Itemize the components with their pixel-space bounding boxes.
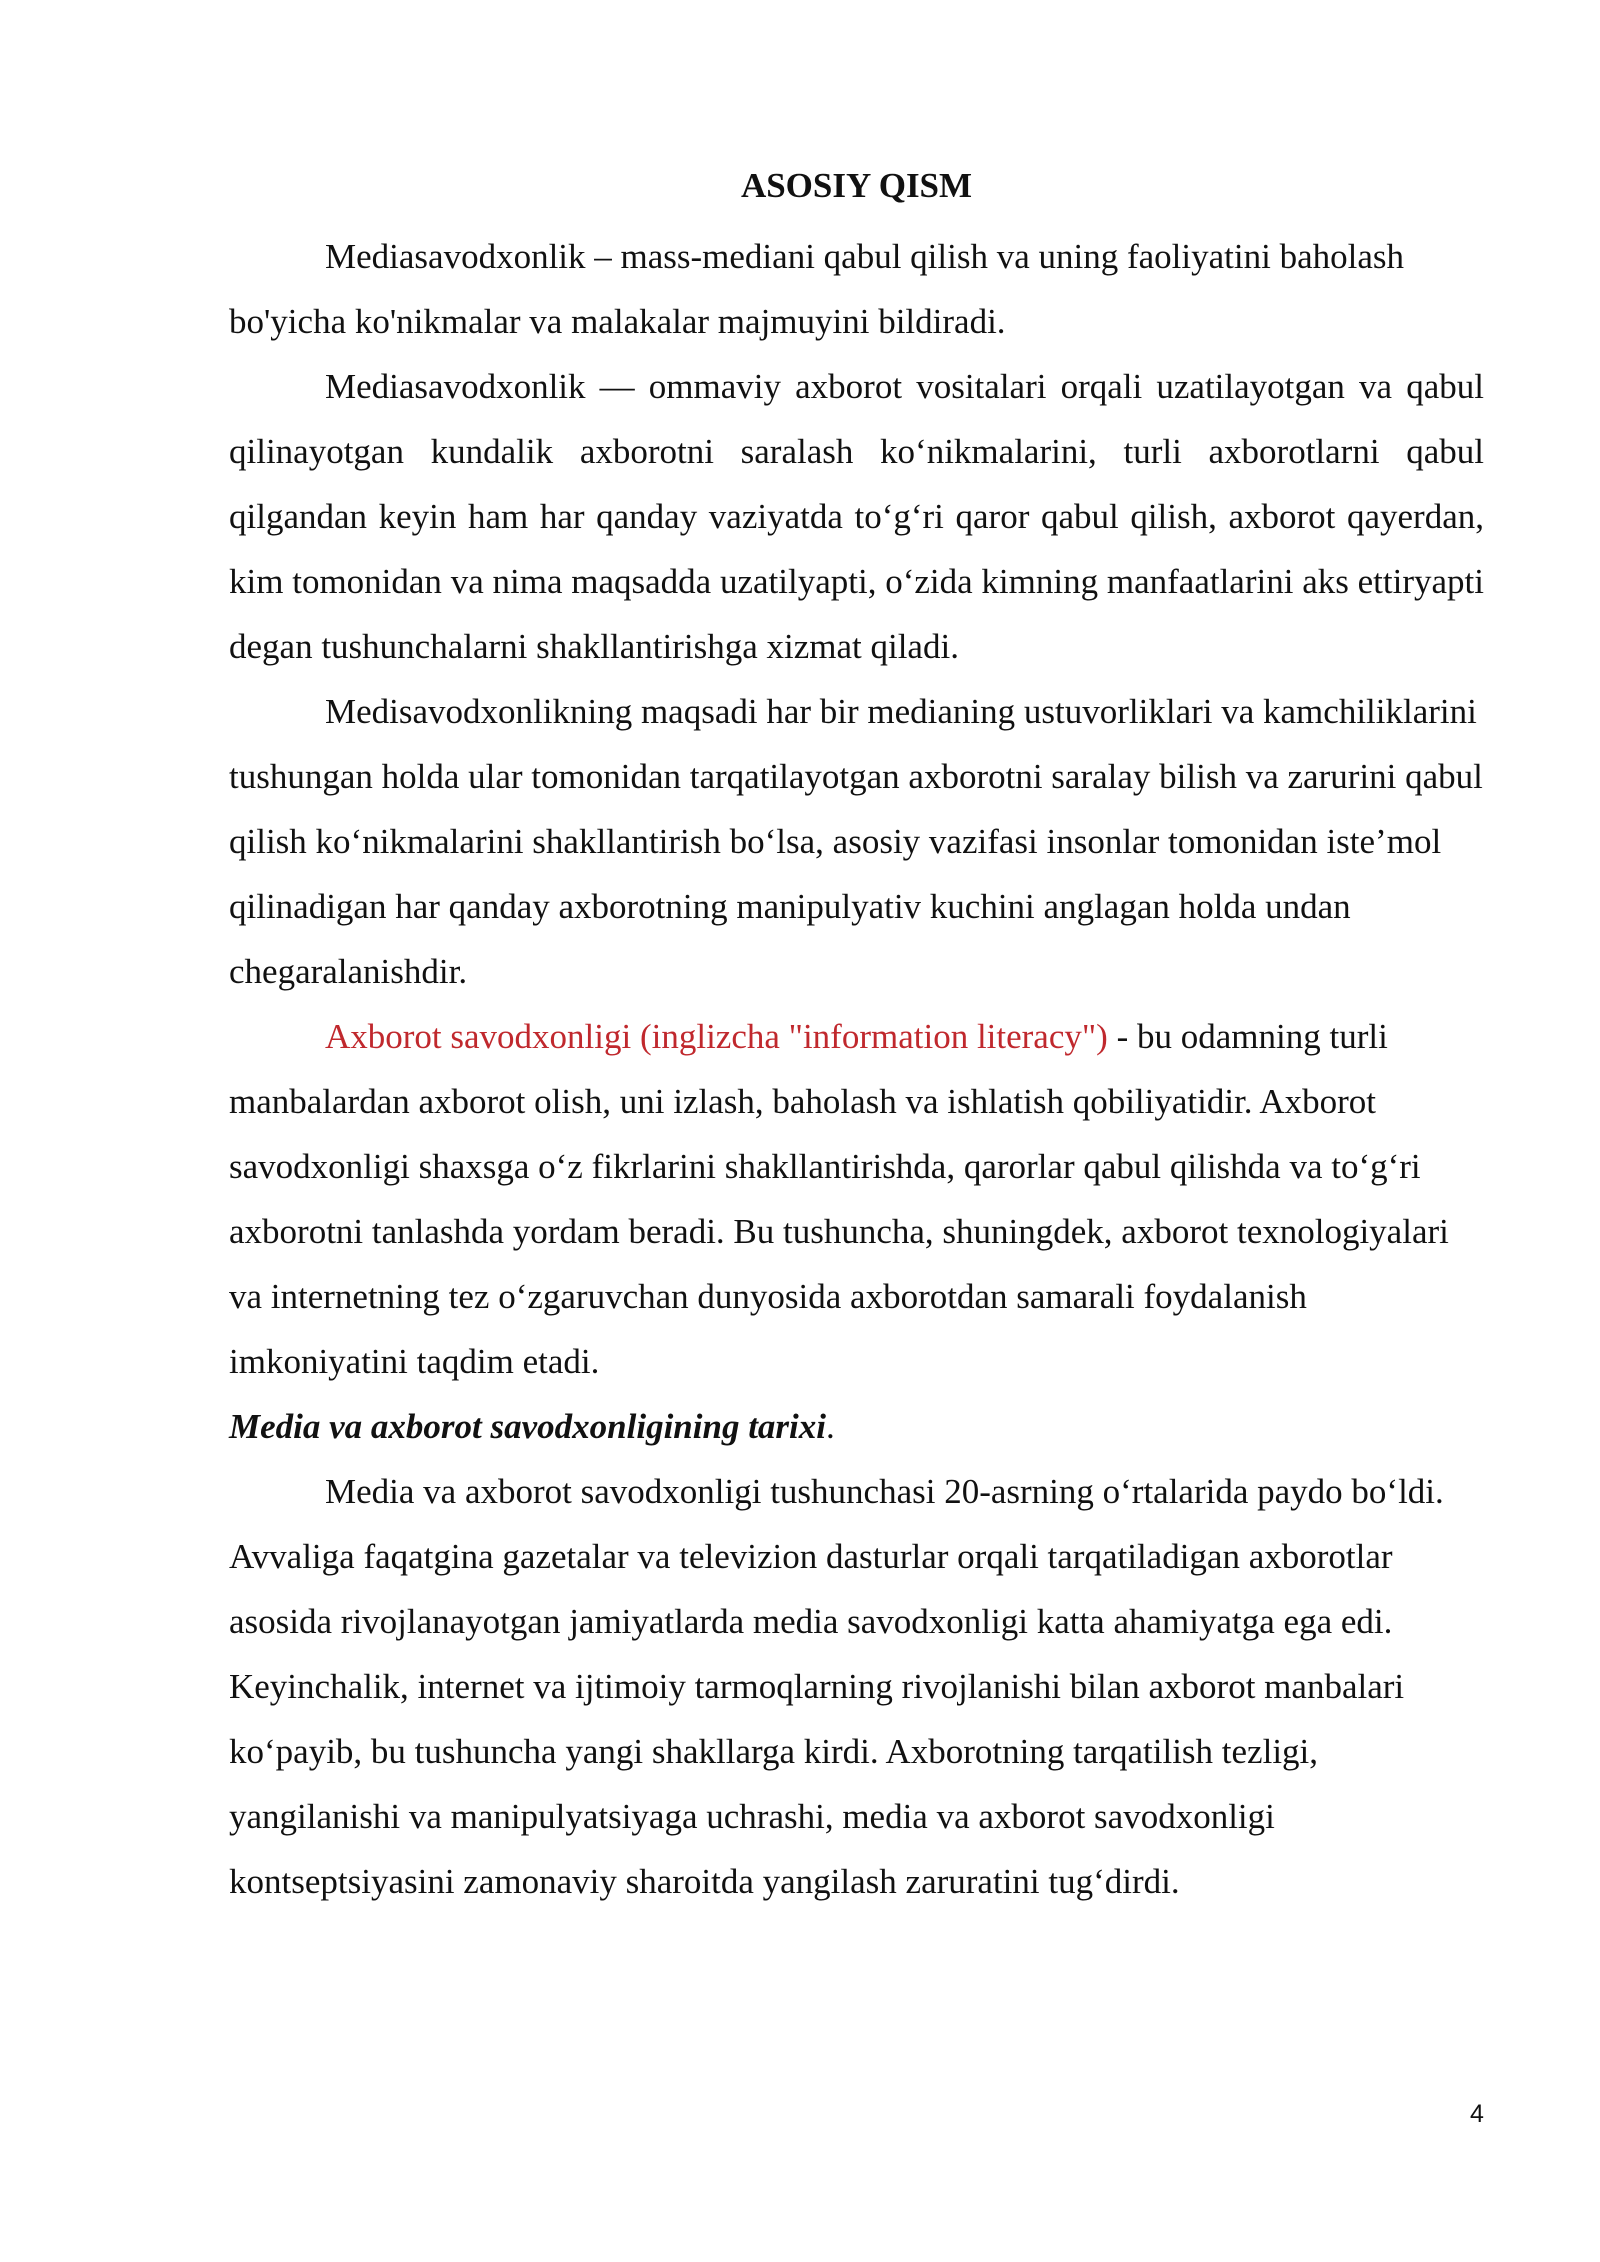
paragraph-media-literacy-goal: Medisavodxonlikning maqsadi har bir medianing ustuvorliklari va kamchiliklarini tushungan holda ular tomonidan tarqatilayotgan axborotni saralay bilish va zarurini qabul qilish ko‘nikmalarini shakllantirish bo‘lsa, asosiy vazifasi insonlar tomonidan iste’mol qilinadigan har qanday axborotning manipulyativ kuchini anglagan holda undan chegaralanishdir. (229, 692, 1483, 991)
paragraph-mediasavodxonlik-description: Mediasavodxonlik — ommaviy axborot vositalari orqali uzatilayotgan va qabul qilinayotgan kundalik axborotni saralash ko‘nikmalarini, turli axborotlarni qabul qilgandan keyin ham har qanday vaziyatda to‘g‘ri qaror qabul qilish, axborot qayerdan, kim tomonidan va nima maqsadda uzatilyapti, o‘zida kimning manfaatlarini aks ettiryapti degan tushunchalarni shakllantirishga xizmat qiladi. (229, 367, 1484, 666)
paragraph-information-literacy (229, 1004, 1484, 1394)
paragraph-mediasavodxonlik-definition: Mediasavodxonlik – mass-mediani qabul qilish va uning faoliyatini baholash bo'yicha ko'nikmalar va malakalar majmuyini bildiradi. (229, 237, 1404, 341)
subheading-history-period: . (826, 1407, 835, 1446)
subheading-history-text: Media va axborot savodxonligining tarixi (229, 1407, 826, 1446)
section-heading: ASOSIY QISM (740, 166, 973, 205)
information-literacy-text: - bu odamning turli manbalardan axborot olish, uni izlash, baholash va ishlatish qobiliyatidir. Axborot savodxonligi shaxsga o‘z fikrlarini shakllantirishda, qarorlar qabul qilishda va to‘g‘ri axborotni tanlashda yordam beradi. Bu tushuncha, shuningdek, axborot texnologiyalari va internetning tez o‘zgaruvchan dunyosida axborotdan samarali foydalanish imkoniyatini taqdim etadi. (229, 1017, 1449, 1381)
paragraph-history: Media va axborot savodxonligi tushunchasi 20-asrning o‘rtalarida paydo bo‘ldi. Avvaliga faqatgina gazetalar va televizion dasturlar orqali tarqatiladigan axborotlar asosida rivojlanayotgan jamiyatlarda media savodxonligi katta ahamiyatga ega edi. Keyinchalik, internet va ijtimoiy tarmoqlarning rivojlanishi bilan axborot manbalari ko‘payib, bu tushuncha yangi shakllarga kirdi. Axborotning tarqatilish tezligi, yangilanishi va manipulyatsiyaga uchrashi, media va axborot savodxonligi kontseptsiyasini zamonaviy sharoitda yangilash zaruratini tug‘dirdi. (229, 1472, 1444, 1901)
subheading-history (229, 1394, 1484, 1459)
document-page (229, 160, 1484, 1914)
information-literacy-term: Axborot savodxonligi (inglizcha "information literacy") (325, 1017, 1108, 1056)
page-number: 4 (1470, 2100, 1484, 2128)
